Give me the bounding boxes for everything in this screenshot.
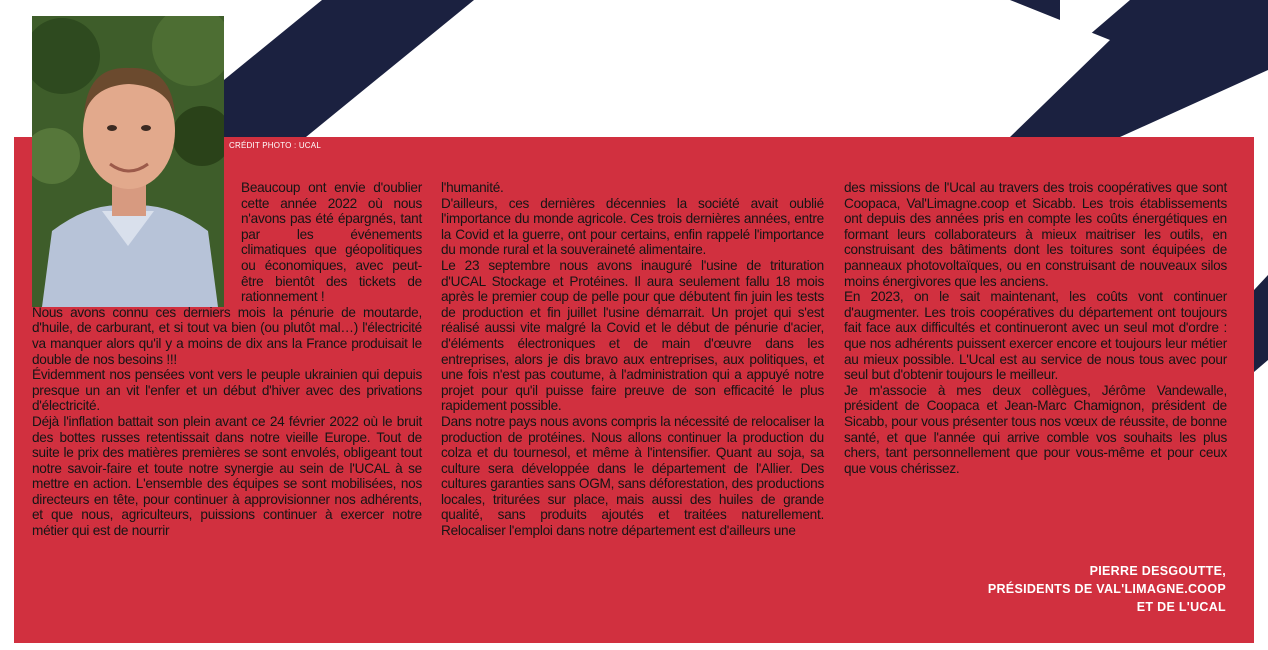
article-paragraph: Déjà l'inflation battait son plein avant ce 24 février 2022 où le bruit des bottes russes retentissait dans notre vieille Europe. Tout de suite le prix des matières premières se sont envolés, obligeant tout notre savoir-faire et toute notre synergie au sein de l'UCAL à se mettre en action. L'ensemble des équipes se sont mobilisées, nos directeurs en tête, pour continuer à approvisionner nos adhérents, et que nous, agriculteurs, puissions continuer à exercer notre métier qui est de nourrir (32, 413, 422, 539)
navy-corner-right (1254, 275, 1268, 372)
article-paragraph: Le 23 septembre nous avons inauguré l'usine de trituration d'UCAL Stockage et Protéines. Il aura seulement fallu 18 mois après le premier coup de pelle pour que débutent fin juin les tests de production et fin juillet l'usine démarrait. Un projet qui s'est réalisé aussi vite malgré la Covid et le début de pénurie d'acier, d'éléments électroniques et de main d'œuvre dans les entreprises, alors je dis bravo aux entreprises, aux politiques, et une fois n'est pas coutume, à l'administration qui a appuyé notre projet pour qu'il puisse faire preuve de son efficacité le plus rapidement possible. (441, 257, 824, 414)
article-paragraph: Évidemment nos pensées vont vers le peuple ukrainien qui depuis presque un an vit l'enfer et un début d'hiver avec des privations d'électricité. (32, 367, 422, 414)
article-paragraph: Dans notre pays nous avons compris la nécessité de relocaliser la production de protéines. Nous allons continuer la production du colza et du tournesol, et même à l'intensifier. Quant au soja, sa culture sera développée dans le département de l'Allier. Des cultures garanties sans OGM, sans déforestation, des productions locales, triturées sur place, mais aussi des huiles de grande qualité, sans produits ajoutés et traitées naturellement. Relocaliser l'emploi dans notre département est d'ailleurs une (441, 413, 824, 539)
signature-block (926, 562, 1226, 616)
article-paragraph: des missions de l'Ucal au travers des trois coopératives que sont Coopaca, Val'Limagne.coop et Sicabb. Les trois établissements ont depuis des années pris en compte les coûts énergétiques en formant leurs collaborateurs à mieux maitriser les outils, en construisant des bâtiments dont les toitures sont équipées de panneaux photovoltaïques, ou en construisant de nouveaux silos moins énergivores que les anciens. (844, 180, 1227, 289)
article-column-3 (844, 180, 1227, 476)
signature-name: PIERRE DESGOUTTE, (1089, 564, 1226, 578)
navy-diagonal-band-right (1010, 0, 1268, 137)
photo-credit: CRÉDIT PHOTO : UCAL (229, 141, 321, 150)
article-paragraph: D'ailleurs, ces dernières décennies la société avait oublié l'importance du monde agricole. Ces trois dernières années, entre la Covid et la guerre, ont pour certains, enfin rappelé l'importance du monde rural et la souveraineté alimentaire. (441, 195, 824, 258)
article-paragraph: Nous avons connu ces derniers mois la pénurie de moutarde, d'huile, de carburant, et si tout va bien (ou plutôt mal…) l'électricité va manquer alors qu'il y a moins de dix ans la France produisait le double de nos besoins !!! (32, 304, 422, 367)
signature-title: ET DE L'UCAL (1136, 600, 1226, 614)
article-paragraph: En 2023, on le sait maintenant, les coûts vont continuer d'augmenter. Les trois coopératives du département ont toujours fait face aux difficultés et continueront avec un seul mot d'ordre : que nos adhérents puissent exercer encore et toujours leur métier au mieux possible. L'Ucal est au service de nous tous avec pour seul but d'obtenir toujours le meilleur. (844, 289, 1227, 383)
article-lead-paragraph: Beaucoup ont envie d'oublier cette année 2022 où nous n'avons pas été épargnés, tant par les événements climatiques que géopolitiques ou économiques, avec peut-être bientôt des tickets de rationnement ! (241, 180, 422, 305)
article-column-1 (32, 180, 422, 539)
article-paragraph: Je m'associe à mes deux collègues, Jérôme Vandewalle, président de Coopaca et Jean-Marc Chamignon, président de Sicabb, pour vous présenter tous nos vœux de réussite, de bonne santé, et que l'année qui arrive comble vos souhaits les plus chers, tant personnellement que pour vous-même et pour ceux que vous chérissez. (844, 382, 1227, 476)
article-column-2 (441, 180, 824, 539)
signature-title: PRÉSIDENTS DE VAL'LIMAGNE.COOP (987, 582, 1226, 596)
article-paragraph: l'humanité. (441, 180, 504, 195)
